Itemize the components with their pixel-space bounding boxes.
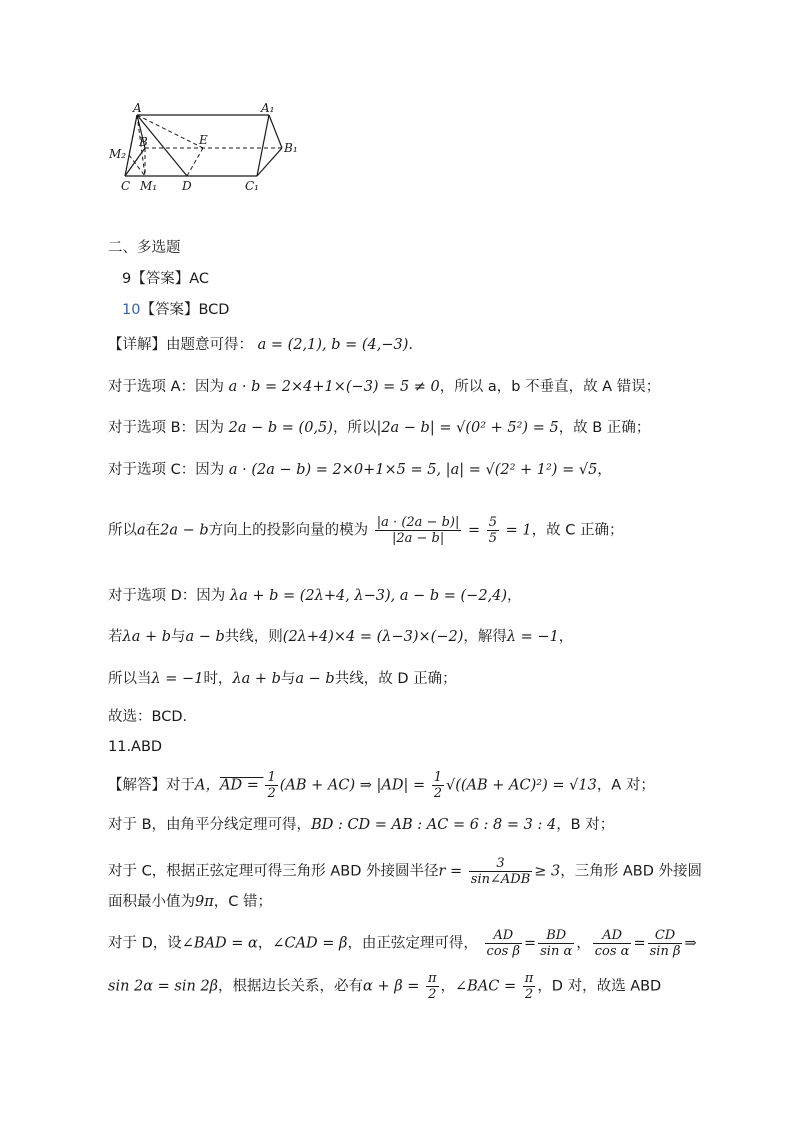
collinear-m2: a − b <box>185 629 225 645</box>
when-m1: λ = −1 <box>151 671 204 687</box>
label-m2: M₂ <box>109 147 127 161</box>
q11a-a: A， <box>195 777 220 794</box>
q11a-fraction-2 <box>432 770 444 801</box>
q11a-frac2-num: 1 <box>433 770 442 785</box>
q11c-fraction <box>469 856 532 887</box>
projection-mid2: 方向上的投影向量的模为 <box>208 522 369 539</box>
q11b-math: BD : CD = AB : AC = 6 : 8 = 3 : 4 <box>311 817 557 833</box>
q11c-ge: ≥ 3 <box>534 863 561 880</box>
q11a-fraction <box>265 770 277 801</box>
q11d2-fraction-2 <box>523 971 536 1002</box>
projection-eq: = <box>467 522 481 539</box>
q11d-eq1: = <box>523 935 537 952</box>
when-p2: 时， <box>203 671 233 687</box>
q11a-label: 【解答】对于 <box>108 777 195 794</box>
when-m2: λa + b <box>232 671 281 687</box>
q11a-frac-num: 1 <box>267 770 276 785</box>
q11d-f4-num: CD <box>648 928 683 944</box>
edge-a1-c1 <box>257 115 269 176</box>
option-b-suffix: ，故 B 正确； <box>558 420 651 436</box>
label-c: C <box>121 179 131 193</box>
q11d-p4: ， <box>576 935 591 952</box>
q9-answer: 9【答案】AC <box>122 271 210 287</box>
q11c2-math: 9π <box>195 894 214 910</box>
option-c-suffix: ， <box>597 462 612 478</box>
projection-line <box>108 515 623 546</box>
prism-diagram <box>105 100 315 200</box>
option-c-prefix: 对于选项 C：因为 <box>108 462 225 478</box>
option-d-prefix: 对于选项 D：因为 <box>108 588 226 604</box>
q11d-p3: ，由正弦定理可得， <box>347 935 478 952</box>
projection-prefix: 所以 <box>108 522 137 539</box>
projection-mid1: 在 <box>145 522 161 539</box>
edge-b1-c1 <box>257 148 282 176</box>
detail-label: 【详解】由题意可得： <box>108 337 253 353</box>
projection-a: a <box>137 522 146 539</box>
q11a-frac2-den: 2 <box>433 786 442 801</box>
q11c-r: r = <box>438 863 463 880</box>
q11d2-m1: sin 2α = sin 2β <box>108 978 219 995</box>
option-a-suffix: ，所以 a，b 不垂直，故 A 错误； <box>439 379 661 395</box>
geometry-figure <box>105 100 315 200</box>
option-b-mid: ，所以 <box>332 420 377 436</box>
option-a-prefix: 对于选项 A：因为 <box>108 379 225 395</box>
section-title: 二、多选题 <box>108 240 181 256</box>
when-lambda-line <box>108 669 457 689</box>
q11a-m3: √((AB + AC)²) = √13 <box>446 777 597 794</box>
q11d-m2: ∠CAD = β <box>272 935 348 952</box>
projection-frac2-den: 5 <box>488 531 498 546</box>
q11d-fraction-3 <box>593 928 632 959</box>
q11c-frac-den: sin∠ADB <box>470 872 531 887</box>
q11d2-fraction-1 <box>426 971 439 1002</box>
q11-header: 11.ABD <box>108 739 163 755</box>
when-m3: a − b <box>295 671 335 687</box>
q11d-arrow: ⇒ <box>684 935 697 952</box>
collinear-line <box>108 627 573 647</box>
option-d-math: λa + b = (2λ+4, λ−3), a − b = (−2,4) <box>229 588 508 604</box>
label-m1: M₁ <box>140 179 158 193</box>
label-b: B <box>139 135 148 149</box>
detail-vectors: a = (2,1), b = (4,−3). <box>257 337 413 353</box>
when-p1: 所以当 <box>108 671 152 687</box>
q11d-f2-den: sin α <box>540 944 573 959</box>
collinear-p1: 若 <box>108 629 123 645</box>
collinear-m3: (2λ+4)×4 = (λ−3)×(−2) <box>282 629 464 645</box>
dashed-e-d <box>187 148 203 176</box>
q11d2-m3: ∠BAC = <box>455 978 517 995</box>
q10-answer: 【答案】BCD <box>140 302 230 318</box>
option-c-math: a · (2a − b) = 2×0+1×5 = 5, |a| = √(2² + 1²) = √5 <box>228 462 598 478</box>
projection-result: = 1 <box>505 522 532 539</box>
projection-fraction-2 <box>487 515 499 546</box>
projection-frac-num: |a · (2a − b)| <box>376 515 460 530</box>
q11d2-p1: ，根据边长关系，必有 <box>218 978 364 995</box>
q11a-m2: (AB + AC) ⇒ |AD| = <box>279 777 430 794</box>
q11d-f1-den: cos β <box>486 944 520 959</box>
q11d2-f2-den: 2 <box>524 987 534 1002</box>
q11c2-prefix: 面积最小值为 <box>108 894 195 910</box>
collinear-m4: λ = −1 <box>506 629 559 645</box>
when-p3: 与 <box>280 671 296 687</box>
edge-a1-b1 <box>269 115 282 148</box>
q11d-m1: ∠BAD = α <box>181 935 258 952</box>
q11d2-suffix: ，D 对，故选 ABD <box>537 978 662 995</box>
q11d2-f1-den: 2 <box>428 987 437 1002</box>
option-d-suffix: ， <box>507 588 522 604</box>
q11-c-line <box>108 856 702 887</box>
option-a-line <box>108 377 660 397</box>
option-d-line <box>108 586 522 606</box>
q11c-prefix: 对于 C，根据正弦定理可得三角形 ABD 外接圆半径 <box>108 863 439 880</box>
q11a-m1: AD = <box>219 777 264 794</box>
q11-a-line <box>108 770 655 801</box>
option-b-line <box>108 418 650 438</box>
q10-answer-line <box>122 300 229 320</box>
option-a-math: a · b = 2×4+1×(−3) = 5 ≠ 0 <box>228 379 440 395</box>
option-b-math1: 2a − b = (0,5) <box>228 420 333 436</box>
q11d-eq2: = <box>633 935 646 952</box>
q11a-frac-den: 2 <box>267 786 276 801</box>
label-b1: B₁ <box>284 141 298 155</box>
q11d2-f2-num: π <box>524 971 534 986</box>
q11d2-m2: α + β = <box>363 978 420 995</box>
collinear-p4: ，解得 <box>463 629 507 645</box>
q11d-p2: ， <box>257 935 273 952</box>
label-a1: A₁ <box>261 101 275 115</box>
q11c-frac-num: 3 <box>469 856 532 872</box>
q11c-suffix: ，三角形 ABD 外接圆 <box>560 863 702 880</box>
q11d-f3-den: cos α <box>594 944 630 959</box>
q11b-suffix: ，B 对； <box>556 817 615 833</box>
collinear-m1: λa + b <box>122 629 171 645</box>
projection-suffix: ，故 C 正确； <box>531 522 624 539</box>
q10-number: 10 <box>122 302 141 318</box>
label-e: E <box>199 133 208 147</box>
label-d: D <box>182 179 192 193</box>
q11b-prefix: 对于 B，由角平分线定理可得， <box>108 817 312 833</box>
label-a: A <box>133 101 142 115</box>
q11d-fraction-4 <box>648 928 683 959</box>
q11d-fraction-2 <box>538 928 574 959</box>
when-p4: 共线，故 D 正确； <box>334 671 457 687</box>
collinear-p3: 共线，则 <box>224 629 283 645</box>
q11d-f2-num: BD <box>538 928 574 944</box>
q11d-prefix: 对于 D，设 <box>108 935 182 952</box>
q11d2-p2: ， <box>440 978 456 995</box>
collinear-p5: ， <box>558 629 574 645</box>
projection-frac2-num: 5 <box>488 515 498 530</box>
option-b-math2: |2a − b| = √(0² + 5²) = 5 <box>376 420 559 436</box>
q11a-suffix: ，A 对； <box>596 777 655 794</box>
projection-dir: 2a − b <box>160 522 209 539</box>
q11-d-line <box>108 928 697 959</box>
projection-fraction <box>375 515 462 546</box>
q10-detail <box>108 335 413 355</box>
collinear-p2: 与 <box>170 629 186 645</box>
option-c-line <box>108 460 612 480</box>
option-b-prefix: 对于选项 B：因为 <box>108 420 225 436</box>
q10-choose: 故选：BCD. <box>108 709 188 725</box>
label-c1: C₁ <box>245 179 259 193</box>
q11d2-f1-num: π <box>427 971 437 986</box>
q11-d2-line <box>108 971 661 1002</box>
q11-b-line <box>108 815 614 835</box>
q11d-f4-den: sin β <box>649 944 681 959</box>
q11d-f1-num: AD <box>485 928 522 944</box>
projection-frac-den: |2a − b| <box>391 531 445 546</box>
q11d-f3-num: AD <box>593 928 632 944</box>
q11c2-suffix: ，C 错； <box>213 894 272 910</box>
q11-c2-line <box>108 892 272 912</box>
q11d-fraction-1 <box>485 928 522 959</box>
